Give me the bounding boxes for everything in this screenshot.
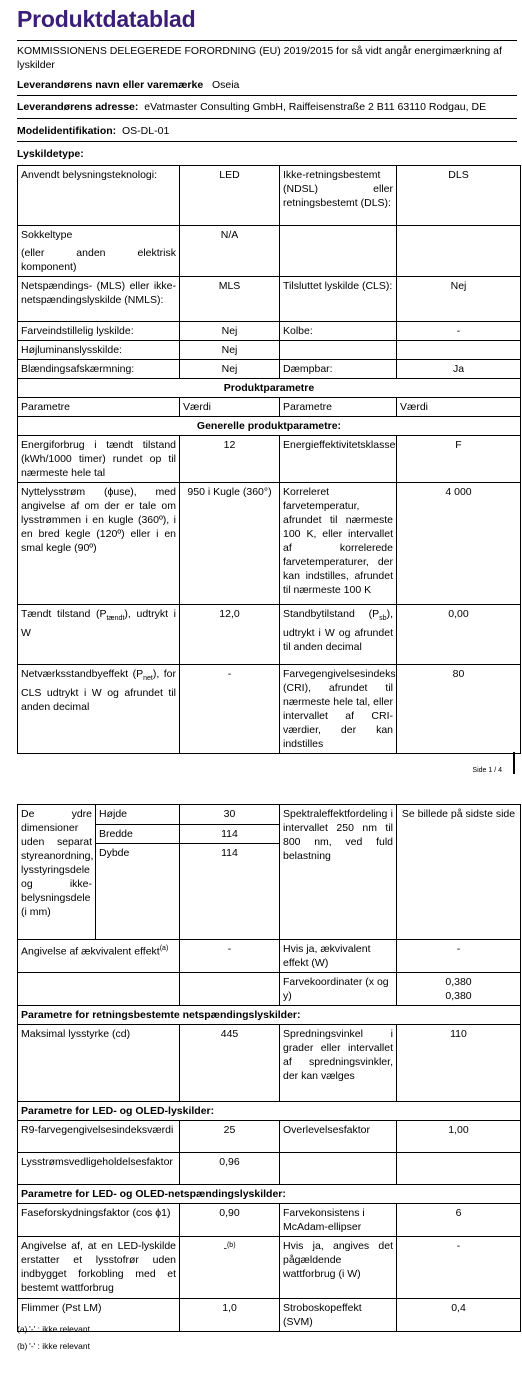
cell-label: Farvegengivelsesindeks (CRI), afrundet til nærmeste hele tal, eller intervallet af CRI-værdier, der kan indstilles: [280, 665, 397, 754]
cell-empty: [397, 1153, 521, 1185]
cell-empty: [397, 226, 521, 277]
cell-label: Lysstrømsvedligeholdelsesfaktor: [18, 1153, 180, 1185]
cell-value: -: [397, 322, 521, 341]
regulation-subtitle: KOMMISSIONENS DELEGEREDE FORORDNING (EU) 2019/2015 for så vidt angår energimærkning af lyskilder: [17, 45, 502, 71]
cell-label: [18, 665, 180, 754]
cell-label: Energieffektivitetsklasse: [280, 436, 397, 483]
model-value: OS-DL-01: [122, 125, 170, 137]
cell-value: [397, 973, 521, 1006]
cell-label: Spredningsvinkel i grader eller intervallet af spredningsvinkler, der kan vælges: [280, 1025, 397, 1102]
cell-label: Energiforbrug i tændt tilstand (kWh/1000 timer) rundet op til nærmeste hele tal: [18, 436, 180, 483]
cell-label: [280, 605, 397, 665]
cell-label: Farvekonsistens i McAdam-ellipser: [280, 1204, 397, 1237]
standby-sub: sb: [379, 615, 387, 623]
cell-label: Hvis ja, ækvivalent effekt (W): [280, 940, 397, 973]
replace-value: -: [223, 1242, 227, 1255]
product-params-heading: Produktparametre: [18, 379, 521, 398]
width-label: Bredde: [96, 824, 180, 844]
footnote-b: (b) '-' : ikke relevant: [17, 1341, 90, 1351]
cell-value: -: [180, 665, 280, 754]
equivalent-power-label: Angivelse af ækvivalent effekt: [21, 945, 160, 958]
cell-value: Nej: [397, 277, 521, 322]
cell-label: Angivelse af, at en LED-lyskilde erstatter et lysstofrør uden indbygget forkobling med et bestemt wattforbrug: [18, 1237, 180, 1299]
cell-label: Farvekoordinater (x og y): [280, 973, 397, 1006]
cell-value: 0,90: [180, 1204, 280, 1237]
cell-label: Dæmpbar:: [280, 360, 397, 379]
depth-label: Dybde: [96, 844, 180, 940]
cell-label: Hvis ja, angives det pågældende wattforbrug (i W): [280, 1237, 397, 1299]
model-label: Modelidentifikation:: [17, 125, 117, 137]
table-row: [18, 1237, 521, 1299]
column-header: Parametre: [280, 398, 397, 417]
supplier-address-label: Leverandørens adresse:: [17, 101, 139, 113]
network-standby-label-end: ), for CLS udtrykt i W og afrundet til anden decimal: [21, 668, 176, 714]
cell-value: 0,00: [397, 605, 521, 665]
width-value: 114: [180, 824, 280, 844]
cell-value: Nej: [180, 341, 280, 360]
model-row: [17, 124, 517, 142]
cell-label: Maksimal lysstyrke (cd): [18, 1025, 180, 1102]
cell-value: -: [180, 940, 280, 973]
supplier-name-row: [17, 78, 517, 96]
on-mode-label: Tændt tilstand (P: [21, 608, 107, 620]
table-row: [18, 1185, 521, 1204]
page-title: Produktdatablad: [17, 6, 196, 32]
cell-value: 25: [180, 1121, 280, 1153]
cell-value: 0,4: [397, 1299, 521, 1332]
cell-value: 1,00: [397, 1121, 521, 1153]
cell-value: MLS: [180, 277, 280, 322]
table-row: [18, 417, 521, 436]
standby-label-end: ), udtrykt i W og afrundet til anden decimal: [283, 608, 393, 654]
chroma-x: 0,380: [445, 976, 472, 988]
table-row: [18, 277, 521, 322]
cell-value: 12: [180, 436, 280, 483]
divider: [17, 40, 517, 41]
cell-empty: [18, 973, 180, 1006]
cell-label: Anvendt belysningsteknologi:: [18, 166, 180, 226]
table-row: [18, 973, 521, 1006]
cell-value: N/A: [180, 226, 280, 277]
cell-value: 445: [180, 1025, 280, 1102]
on-mode-label-end: ), udtrykt i W: [21, 608, 177, 640]
socket-sublabel: (eller anden elektrisk komponent): [21, 247, 176, 273]
cell-label: [18, 226, 180, 277]
cell-label: Stroboskopeffekt (SVM): [280, 1299, 397, 1332]
cell-value: 0,96: [180, 1153, 280, 1185]
height-value: 30: [180, 805, 280, 825]
cell-value: 4 000: [397, 483, 521, 605]
table-row: [18, 379, 521, 398]
cell-label: Tilsluttet lyskilde (CLS):: [280, 277, 397, 322]
cell-empty: [397, 341, 521, 360]
cell-label: Kolbe:: [280, 322, 397, 341]
general-params-heading: Generelle produktparametre:: [18, 417, 521, 436]
table-row: [18, 1102, 521, 1121]
page-footer: Side 1 / 4: [472, 767, 502, 774]
table-row: [18, 665, 521, 754]
cell-value: 80: [397, 665, 521, 754]
cell-value: -: [397, 1237, 521, 1299]
table-row: [18, 1153, 521, 1185]
product-table-page1: [17, 165, 521, 754]
light-source-type-row: [17, 147, 517, 164]
table-row: [18, 940, 521, 973]
cell-value: 1,0: [180, 1299, 280, 1332]
cell-value: Nej: [180, 360, 280, 379]
table-row: [18, 1204, 521, 1237]
directional-params-heading: Parametre for retningsbestemte netspændingslyskilder:: [18, 1006, 521, 1025]
light-source-type-label: Lyskildetype:: [17, 148, 84, 160]
table-row: [18, 1006, 521, 1025]
supplier-address-row: [17, 100, 517, 119]
cell-value: LED: [180, 166, 280, 226]
column-header: Parametre: [18, 398, 180, 417]
table-row: [18, 1025, 521, 1102]
cell-label: Farveindstillelig lyskilde:: [18, 322, 180, 341]
cell-label: Netspændings- (MLS) eller ikke-netspændingslyskilde (NMLS):: [18, 277, 180, 322]
network-standby-sub: net: [143, 675, 153, 683]
cell-label: Overlevelsesfaktor: [280, 1121, 397, 1153]
supplier-name-value: Oseia: [211, 79, 240, 91]
cell-label: Ikke-retningsbestemt (NDSL) eller retningsbestemt (DLS):: [280, 166, 397, 226]
network-standby-label: Netværksstandbyeffekt (P: [21, 668, 144, 680]
led-mains-params-heading: Parametre for LED- og OLED-netspændingslyskilder:: [18, 1185, 521, 1204]
cell-label: Flimmer (Pst LM): [18, 1299, 180, 1332]
table-row: [18, 226, 521, 277]
socket-label: Sokkeltype: [21, 229, 73, 241]
cell-label: Faseforskydningsfaktor (cos ϕ1): [18, 1204, 180, 1237]
cell-value: Ja: [397, 360, 521, 379]
cell-label: Korreleret farvetemperatur, afrundet til nærmeste 100 K, eller intervallet af korrelerede farvetemperaturer, der kan indstilles, afrundet til nærmeste 100 K: [280, 483, 397, 605]
table-row: [18, 1121, 521, 1153]
cell-value: F: [397, 436, 521, 483]
cell-label: [18, 940, 180, 973]
cell-label: Blændingsafskærmning:: [18, 360, 180, 379]
table-row: [18, 436, 521, 483]
footnote-ref-a: (a): [159, 945, 169, 952]
product-table-page2: [17, 804, 521, 1332]
footnote-a: (a) '-' : ikke relevant: [17, 1324, 90, 1334]
led-params-heading: Parametre for LED- og OLED-lyskilder:: [18, 1102, 521, 1121]
spectral-label: Spektraleffektfordeling i intervallet 250 nm til 800 nm, ved fuld belastning: [280, 805, 397, 940]
table-row: [18, 341, 521, 360]
column-header: Værdi: [180, 398, 280, 417]
on-mode-sub: tændt: [106, 615, 125, 623]
height-label: Højde: [96, 805, 180, 825]
cell-value: [180, 1237, 280, 1299]
cell-value: Nej: [180, 322, 280, 341]
cell-label: R9-farvegengivelsesindeksværdi: [18, 1121, 180, 1153]
cell-value: 950 i Kugle (360°): [180, 483, 280, 605]
cell-label: [18, 605, 180, 665]
table-row: [18, 166, 521, 226]
supplier-name-label: Leverandørens navn eller varemærke: [17, 79, 204, 91]
table-row: [18, 805, 521, 825]
chroma-y: 0,380: [445, 990, 472, 1002]
footnote-ref-b: (b): [226, 1242, 236, 1249]
table-row: [18, 322, 521, 341]
cell-value: 12,0: [180, 605, 280, 665]
cell-value: 110: [397, 1025, 521, 1102]
cell-label: Nyttelysstrøm (ϕuse), med angivelse af om der er tale om lysstrømmen i en kugle (360º), i en bred kegle (120º) eller i en smal kegle (90º): [18, 483, 180, 605]
table-row: [18, 483, 521, 605]
standby-label: Standbytilstand (P: [283, 608, 380, 620]
cell-empty: [180, 973, 280, 1006]
supplier-address-value: eVatmaster Consulting GmbH, Raiffeisenstraße 2 B11 63110 Rodgau, DE: [144, 101, 487, 113]
cell-value: -: [397, 940, 521, 973]
table-row: [18, 605, 521, 665]
page-edge-bar: [513, 752, 515, 774]
cell-empty: [280, 341, 397, 360]
dimensions-label: De ydre dimensioner uden separat styreanordning, lysstyringsdele og ikke-belysningsdele (i mm): [18, 805, 96, 940]
cell-value: 6: [397, 1204, 521, 1237]
column-header: Værdi: [397, 398, 521, 417]
cell-value: DLS: [397, 166, 521, 226]
table-row: [18, 1299, 521, 1332]
depth-value: 114: [180, 844, 280, 940]
table-row: [18, 360, 521, 379]
cell-empty: [280, 226, 397, 277]
table-row: [18, 398, 521, 417]
spectral-value: Se billede på sidste side: [397, 805, 521, 940]
cell-empty: [280, 1153, 397, 1185]
cell-label: Højluminanslysskilde:: [18, 341, 180, 360]
